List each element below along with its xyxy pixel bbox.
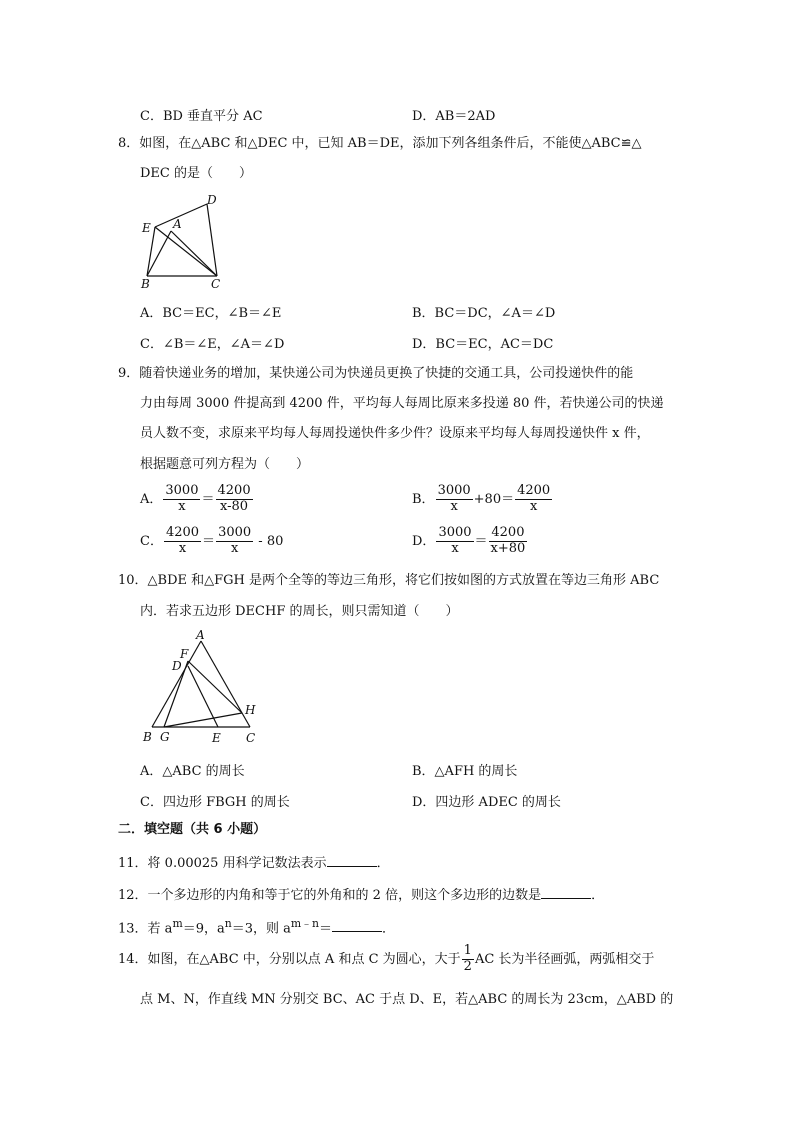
q8-stem-line2: DEC 的是（ ） — [140, 166, 252, 181]
q14-stem-line2: 点 M、N，作直线 MN 分别交 BC、AC 于点 D、E，若△ABC 的周长为 23cm，△ABD 的 — [140, 992, 674, 1007]
q10-seg-GH — [164, 713, 242, 727]
q9-option-b: B． $\frac{3000}{x}$ +80＝ $\frac{4200}{x}$ — [412, 483, 551, 514]
q9-stem-line2: 力由每周 3000 件提高到 4200 件，平均每人每周比原来多投递 80 件，若快递公司的快递 — [140, 396, 664, 411]
q9-stem-line4: 根据题意可列方程为（ ） — [140, 457, 310, 472]
q9-stem-line1: 9．随着快递业务的增加，某快递公司为快递员更换了快捷的交通工具，公司投递快件的能 — [118, 366, 634, 381]
q8-option-a: A．BC＝EC，∠B＝∠E — [140, 306, 282, 321]
q10-option-c: C．四边形 FBGH 的周长 — [140, 795, 290, 810]
q10-option-b: B．△AFH 的周长 — [412, 764, 518, 779]
q9-option-d: D． $\frac{3000}{x}$ ＝ $\frac{4200}{x+80}$ — [412, 525, 526, 556]
q8-option-d: D．BC＝EC，AC＝DC — [412, 337, 554, 352]
q8-option-b: B．BC＝DC，∠A＝∠D — [412, 306, 556, 321]
q10-label-A: A — [196, 628, 205, 642]
q8-option-c: C．∠B＝∠E，∠A＝∠D — [140, 337, 285, 352]
q10-label-B: B — [143, 730, 152, 744]
q13: 13．若 $a^m=9$，$a^n=3$，则 $a^{m﹣n}=$ ． — [118, 917, 395, 937]
section-heading-fill-in: 二．填空题（共 6 小题） — [118, 822, 267, 837]
q10-option-d: D．四边形 ADEC 的周长 — [412, 795, 561, 810]
q8-label-D: D — [207, 193, 217, 207]
q14-stem-line1: 14．如图，在△ABC 中，分别以点 A 和点 C 为圆心，大于 $\frac{1}{2}$ AC 长为半径画弧，两弧相交于 — [118, 943, 655, 974]
q12-blank — [541, 886, 591, 899]
q10-seg-AC — [201, 641, 250, 727]
q8-stem-line1: 8．如图，在△ABC 和△DEC 中，已知 AB＝DE，添加下列各组条件后，不能使△ABC≌△ — [118, 136, 642, 151]
q10-label-E: E — [212, 731, 221, 745]
q9-option-a: A． $\frac{3000}{x}$ ＝ $\frac{4200}{x-80}$ — [140, 483, 251, 514]
q9-option-c: C． $\frac{4200}{x}$ ＝ $\frac{3000}{x}$ - 80 — [140, 525, 284, 556]
q10-label-H: H — [245, 703, 256, 717]
q8-seg-EC — [155, 227, 217, 276]
q9-stem-line3: 员人数不变，求原来平均每人每周投递快件多少件？设原来平均每人每周投递快件 x 件， — [140, 426, 650, 441]
q8-seg-DC — [207, 204, 217, 276]
q8-label-E: E — [142, 221, 151, 235]
q11: 11．将 0.00025 用科学记数法表示 ． — [118, 856, 390, 871]
q8-seg-AC — [171, 231, 217, 276]
q12: 12．一个多边形的内角和等于它的外角和的 2 倍，则这个多边形的边数是 ． — [118, 888, 605, 903]
q10-label-G: G — [160, 730, 170, 744]
q10-stem-line1: 10．△BDE 和△FGH 是两个全等的等边三角形，将它们按如图的方式放置在等边三角形 ABC — [118, 573, 660, 588]
q10-seg-FH — [188, 661, 242, 713]
q7-option-c: C．BD 垂直平分 AC — [140, 109, 263, 124]
q10-option-a: A．△ABC 的周长 — [140, 764, 245, 779]
q10-label-F: F — [180, 647, 189, 661]
q10-figure — [138, 628, 268, 746]
q8-figure — [135, 192, 235, 292]
q13-blank — [332, 919, 382, 932]
q10-label-C: C — [246, 731, 256, 745]
q8-label-C: C — [211, 277, 221, 291]
q10-stem-line2: 内．若求五边形 DECHF 的周长，则只需知道（ ） — [140, 604, 459, 619]
q8-label-A: A — [173, 217, 182, 231]
q7-option-d: D．AB＝2AD — [412, 109, 496, 124]
q11-blank — [327, 854, 377, 867]
q10-label-D: D — [172, 659, 182, 673]
q8-label-B: B — [141, 277, 150, 291]
q10-seg-BA — [152, 641, 201, 727]
